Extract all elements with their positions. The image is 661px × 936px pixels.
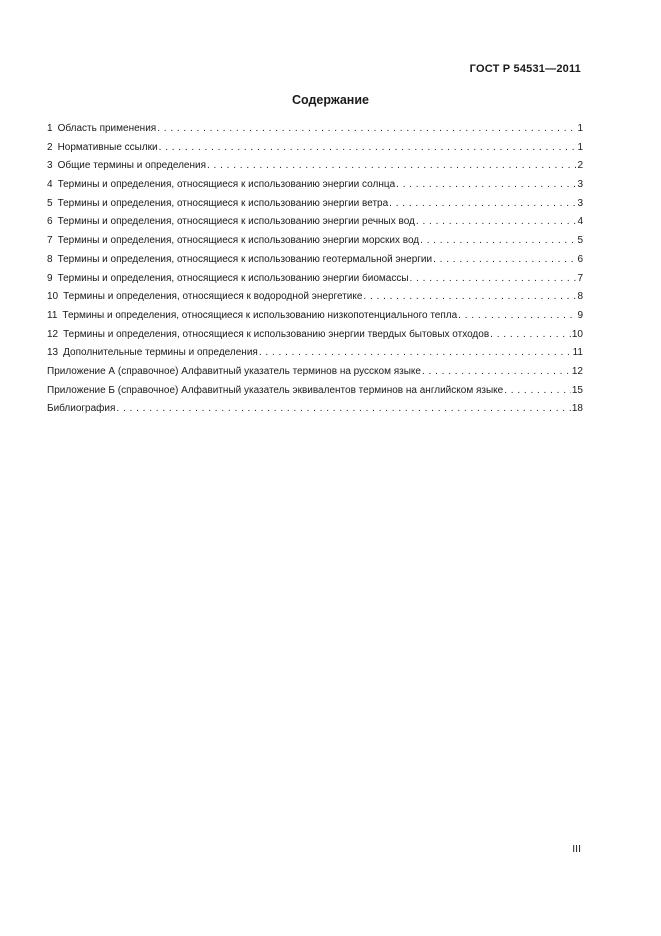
toc-leader-dots bbox=[504, 382, 571, 401]
toc-entry-title: Нормативные ссылки bbox=[57, 141, 158, 153]
toc-entry-title: Термины и определения, относящиеся к использованию энергии ветра bbox=[57, 197, 389, 209]
toc-leader-dots bbox=[396, 176, 576, 195]
toc-entry[interactable] bbox=[47, 157, 583, 176]
toc-entry[interactable] bbox=[47, 251, 583, 270]
toc-entry[interactable] bbox=[47, 400, 583, 419]
toc-leader-dots bbox=[363, 288, 576, 307]
toc-title: Содержание bbox=[291, 93, 369, 107]
toc-leader-dots bbox=[433, 251, 576, 270]
toc-entry-title: Термины и определения, относящиеся к использованию энергии речных вод bbox=[57, 216, 415, 228]
toc-entry-title: Термины и определения, относящиеся к использованию энергии солнца bbox=[57, 179, 396, 191]
toc-entry-number: 13 bbox=[47, 347, 59, 359]
toc-leader-dots bbox=[116, 400, 570, 419]
toc-entry[interactable] bbox=[47, 326, 583, 345]
toc-entry-number: 12 bbox=[47, 328, 59, 340]
toc-entry[interactable] bbox=[47, 176, 583, 195]
toc-entry-title: Термины и определения, относящиеся к использованию геотермальной энергии bbox=[57, 253, 433, 265]
toc-leader-dots bbox=[159, 139, 577, 158]
document-code: ГОСТ Р 54531—2011 bbox=[469, 63, 581, 75]
toc-entry-title: Приложение А (справочное) Алфавитный указатель терминов на русском языке bbox=[47, 365, 421, 377]
toc-entry-title: Термины и определения, относящиеся к водородной энергетике bbox=[63, 291, 363, 303]
toc-entry[interactable] bbox=[47, 139, 583, 158]
toc-entry-number: 3 bbox=[47, 160, 53, 172]
page-number: III bbox=[572, 843, 581, 855]
toc-leader-dots bbox=[420, 232, 576, 251]
toc-leader-dots bbox=[490, 326, 571, 345]
toc-entry-page: 2 bbox=[577, 160, 583, 172]
toc-entry-page: 1 bbox=[577, 123, 583, 134]
toc-entry-title: Термины и определения, относящиеся к использованию энергии биомассы bbox=[57, 272, 409, 284]
toc-leader-dots bbox=[259, 344, 572, 363]
toc-entry-page: 11 bbox=[572, 347, 583, 359]
toc-entry[interactable] bbox=[47, 344, 583, 363]
toc-entry-title: Область применения bbox=[57, 123, 157, 134]
toc-entry-page: 9 bbox=[577, 309, 583, 321]
toc-entry-page: 18 bbox=[571, 403, 583, 415]
toc-entry-title: Библиография bbox=[47, 403, 116, 415]
toc-leader-dots bbox=[410, 270, 577, 289]
toc-entry-page: 5 bbox=[577, 235, 583, 247]
toc-entry-title: Приложение Б (справочное) Алфавитный указатель эквивалентов терминов на английском языке bbox=[47, 384, 504, 396]
toc-entry-title: Термины и определения, относящиеся к использованию энергии твердых бытовых отходов bbox=[63, 328, 490, 340]
toc-list bbox=[47, 120, 583, 419]
toc-entry-number: 2 bbox=[47, 141, 53, 153]
toc-entry-number: 8 bbox=[47, 253, 53, 265]
toc-entry-title: Дополнительные термины и определения bbox=[63, 347, 258, 359]
toc-entry-page: 15 bbox=[571, 384, 583, 396]
toc-leader-dots bbox=[207, 157, 576, 176]
toc-entry-number: 6 bbox=[47, 216, 53, 228]
toc-leader-dots bbox=[422, 363, 571, 382]
toc-entry-page: 8 bbox=[577, 291, 583, 303]
toc-entry-page: 3 bbox=[577, 197, 583, 209]
toc-leader-dots bbox=[416, 213, 577, 232]
toc-entry-number: 1 bbox=[47, 123, 53, 134]
toc-entry[interactable] bbox=[47, 120, 583, 139]
toc-entry-number: 4 bbox=[47, 179, 53, 191]
toc-entry-number: 10 bbox=[47, 291, 59, 303]
toc-entry-title: Общие термины и определения bbox=[57, 160, 206, 172]
toc-entry-title: Термины и определения, относящиеся к использованию энергии морских вод bbox=[57, 235, 420, 247]
toc-entry[interactable] bbox=[47, 270, 583, 289]
toc-entry[interactable] bbox=[47, 382, 583, 401]
toc-entry-page: 6 bbox=[577, 253, 583, 265]
toc-entry[interactable] bbox=[47, 288, 583, 307]
toc-entry[interactable] bbox=[47, 213, 583, 232]
toc-entry-page: 12 bbox=[571, 365, 583, 377]
toc-entry-number: 5 bbox=[47, 197, 53, 209]
toc-entry-number: 7 bbox=[47, 235, 53, 247]
toc-entry-page: 10 bbox=[571, 328, 583, 340]
toc-leader-dots bbox=[458, 307, 576, 326]
toc-leader-dots bbox=[157, 120, 576, 139]
toc-entry[interactable] bbox=[47, 232, 583, 251]
toc-leader-dots bbox=[389, 195, 576, 214]
toc-entry-number: 9 bbox=[47, 272, 53, 284]
toc-entry-title: Термины и определения, относящиеся к использованию низкопотенциального тепла bbox=[62, 309, 458, 321]
toc-entry[interactable] bbox=[47, 307, 583, 326]
toc-entry[interactable] bbox=[47, 195, 583, 214]
toc-entry-page: 1 bbox=[577, 141, 583, 153]
toc-entry[interactable] bbox=[47, 363, 583, 382]
toc-entry-number: 11 bbox=[47, 309, 58, 321]
toc-entry-page: 4 bbox=[577, 216, 583, 228]
toc-entry-page: 3 bbox=[577, 179, 583, 191]
toc-entry-page: 7 bbox=[577, 272, 583, 284]
